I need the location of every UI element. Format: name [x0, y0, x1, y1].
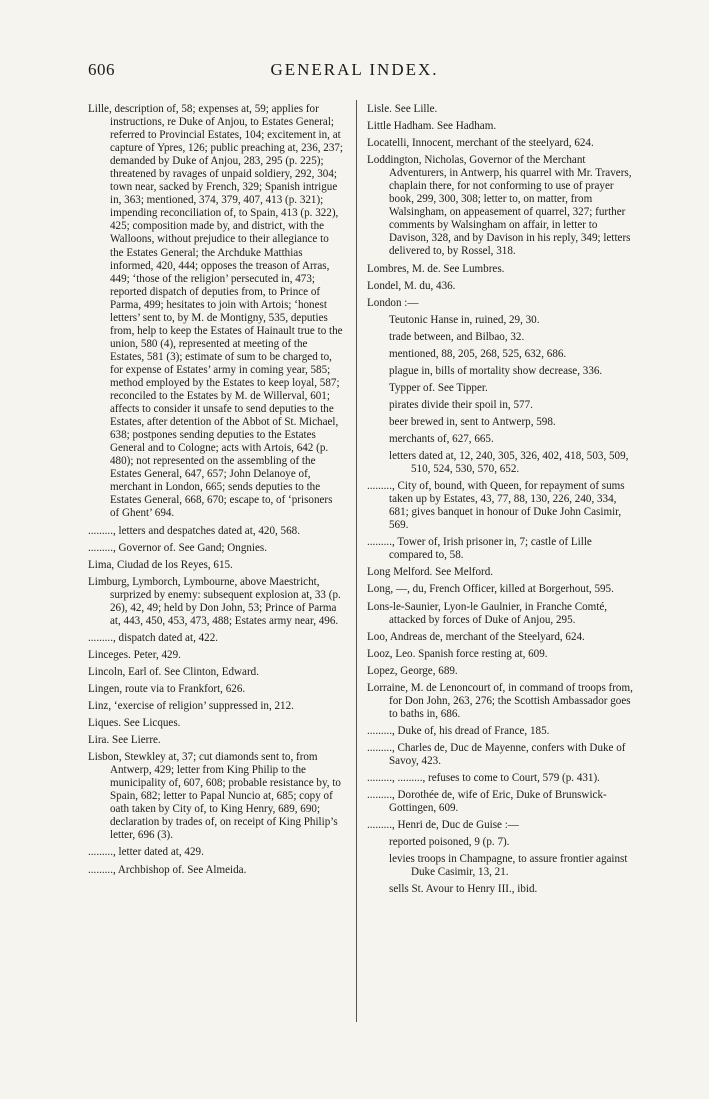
index-entry	[88, 864, 344, 877]
index-entry-head: Lille,	[88, 103, 112, 115]
index-entry	[389, 348, 637, 361]
index-entry-text: See Melford.	[435, 566, 494, 579]
index-entry	[367, 601, 637, 627]
index-entry	[367, 297, 637, 310]
index-entry-text: merchants of, 627, 665.	[389, 432, 494, 445]
index-entry-head: Loo,	[367, 630, 388, 643]
index-entry-text: Lymborch, Lymbourne, above Maestricht, surprized by enemy: subsequent explosion at, 33 (p. 26), 42, 49; held by Don John, 53; Prince of Parma at, 443, 450, 453, 473, 488; Estates army near, 496.	[110, 575, 341, 627]
index-entry	[367, 137, 637, 150]
index-entry	[389, 433, 637, 446]
index-entry	[367, 772, 637, 785]
index-entry-text: Innocent, merchant of the steelyard, 624.	[411, 137, 594, 150]
index-entry-text: letter dated at, 429.	[118, 846, 204, 859]
index-entry-text: See Lierre.	[112, 734, 161, 747]
index-entry-head: .........,	[367, 789, 395, 802]
index-entry	[367, 665, 637, 678]
index-entry-head: Lima,	[88, 558, 115, 571]
index-entry-text: City of, bound, with Queen, for repayment of sums taken up by Estates, 43, 77, 88, 130, 226, 240, 334, 681; gives banquet in honour of Duke John Casimir, 569.	[389, 480, 625, 532]
left-column	[88, 103, 344, 881]
index-entry-text: dispatch dated at, 422.	[118, 631, 219, 644]
index-entry-head: Lorraine,	[367, 681, 408, 694]
index-entry-text: letters dated at, 12, 240, 305, 326, 402, 418, 503, 509, 510, 524, 530, 570, 652.	[389, 450, 629, 476]
index-entry-text: See Licques.	[123, 717, 181, 730]
index-entry-text: letters and despatches dated at, 420, 568.	[118, 524, 300, 537]
index-entry	[88, 700, 344, 713]
index-entry-head: .........,	[367, 741, 395, 754]
index-entry-text: mentioned, 88, 205, 268, 525, 632, 686.	[389, 347, 567, 360]
index-entry	[367, 583, 637, 596]
index-entry	[367, 742, 637, 768]
index-entry-text: ‘exercise of religion’ suppressed in, 212.	[113, 700, 294, 713]
index-entry-text: description of, 58; expenses at, 59; applies for instructions, re Duke of Anjou, to Estates General; referred to Provincial Estates, 104; excitement in, at capture of Ypres, 126; public preaching at, 236, 237; demanded by Duke of Anjou, 283, 295 (p. 225); threatened by ravages of unpaid soldiery, 292, 304; town near, sacked by French, 329; Spanish intrigue in, 363; mentioned, 374, 379, 407, 413 (p. 321); impending reconciliation of, to Spain, 413 (p. 322), 425; composition made by, and district, with the Walloons, without prejudice to their allegiance to the Estates General; the Archduke Matthias informed, 420, 444; opposes the treason of Arras, 449; ‘those of the religion’ persecuted in, 473; reported dispatch of deputies from, to Prince of Parma, 499; hesitates to join with Artois; ‘honest letters’ sent to, by M. de Montigny, 535, deputies from, help to keep the Estates of Hainault true to the union, 580 (4), represented at meeting of the Estates, 581 (3); estimate of sum to be charged to, for expense of Estates’ army in coming year, 585; method employed by the Estates to keep loyal, 587; reconciled to the Estates by M. de Willerval, 601; affects to consider it unsafe to send deputies to the Estates, after detention of the Abbot of St. Michael, 638; postpones sending deputies to the Estates General and to Cologne; acts with Artois, 642 (p. 480); not represented on the assembling of the Estates General, 647, 657; John Delanoye of, merchant in London, 665; sends deputies to the Estates General, 668, 670; escape to, of ‘prisoners of Ghent’ 694.	[110, 103, 344, 520]
index-entry-head: .........,	[367, 819, 395, 832]
index-entry-text: trade between, and Bilbao, 32.	[389, 330, 525, 343]
index-entry-head: Limburg,	[88, 575, 130, 588]
index-entry-head: .........,	[367, 480, 395, 493]
index-entry-text: Ciudad de los Reyes, 615.	[116, 558, 233, 571]
index-entry-text: beer brewed in, sent to Antwerp, 598.	[389, 415, 556, 428]
index-entry-head: Lombres,	[367, 262, 410, 275]
index-entry-head: .........,	[88, 541, 116, 554]
index-entry-text: Lyon-le Gaulnier, in Franche Comté, attacked by forces of Duke of Anjou, 295.	[389, 600, 608, 626]
index-entry-text: Duke of, his dread of France, 185.	[397, 724, 550, 737]
index-entry	[88, 576, 344, 628]
index-entry	[88, 103, 344, 521]
index-entry-text: M. de. See Lumbres.	[412, 262, 505, 275]
index-entry-text: reported poisoned, 9 (p. 7).	[389, 836, 510, 849]
index-entry-text: Henri de, Duc de Guise :—	[397, 819, 519, 832]
index-entry-text: —, du, French Officer, killed at Borgerhout, 595.	[395, 583, 614, 596]
index-entry-text: Stewkley at, 37; cut diamonds sent to, from Antwerp, 429; letter from King Philip to the municipality of, 607, 608; probable resistance by, to Spain, 682; letter to Papal Nuncio at, 685; copy of oath taken by City of, to King Henry, 689, 690; declaration by trades of, on receipt of King Philip’s letter, 696 (3).	[110, 751, 341, 842]
page-number: 606	[88, 60, 115, 79]
index-entry-text: route via to Frankfort, 626.	[124, 682, 246, 695]
index-entry	[367, 280, 637, 293]
index-entry	[88, 846, 344, 859]
index-entry-text: Teutonic Hanse in, ruined, 29, 30.	[389, 313, 540, 326]
index-entry-text: See Hadham.	[436, 120, 497, 133]
index-entry-text: Tower of, Irish prisoner in, 7; castle of Lille compared to, 58.	[389, 536, 592, 562]
index-entry-head: Locatelli,	[367, 137, 410, 150]
index-entry-text: George, 689.	[400, 664, 458, 677]
index-entry-text: refuses to come to Court, 579 (p. 431).	[428, 772, 600, 785]
index-entry-text: Charles de, Duc de Mayenne, confers with Duke of Savoy, 423.	[389, 741, 626, 767]
index-entry-head: Lincoln,	[88, 665, 126, 678]
index-entry-head: .........,	[88, 846, 116, 859]
index-entry-head: Linz,	[88, 700, 112, 713]
index-entry	[389, 416, 637, 429]
index-entry	[367, 789, 637, 815]
index-entry	[389, 836, 637, 849]
index-entry	[88, 666, 344, 679]
index-entry	[367, 648, 637, 661]
index-entry-head: .........,	[367, 536, 395, 549]
column-divider	[356, 100, 357, 1022]
index-entry-text: Typper of. See Tipper.	[389, 381, 488, 394]
index-entry	[389, 314, 637, 327]
index-entry	[389, 883, 637, 896]
index-entry-head: Lira.	[88, 734, 110, 747]
index-entry	[367, 154, 637, 258]
index-entry	[389, 399, 637, 412]
index-entry	[367, 263, 637, 276]
index-entry	[367, 682, 637, 721]
index-entry-head: Lisbon,	[88, 751, 122, 764]
index-entry-head: London :—	[367, 296, 419, 309]
index-entry	[367, 120, 637, 133]
index-entry	[88, 717, 344, 730]
index-entry-text: M. du, 436.	[403, 279, 456, 292]
index-entry-head: Little Hadham.	[367, 120, 435, 133]
index-entry-text: Nicholas, Governor of the Merchant Adventurers, in Antwerp, his quarrel with Mr. Travers, chaplain there, for not conforming to use of prayer book, 299, 300, 308; letter to, on matter, from Walsingham, on appeasement of quarrel, 327; further comments by Walsingham on affair, in letter to Davison, 328, and by Davison in his reply, 349; letters delivered to, by Rossel, 318.	[389, 154, 632, 258]
index-entry-head: Loddington,	[367, 154, 422, 167]
index-entry-head: Lisle.	[367, 103, 392, 115]
index-entry-text: Earl of. See Clinton, Edward.	[128, 665, 259, 678]
index-entry-text: Governor of. See Gand; Ongnies.	[118, 541, 268, 554]
index-entry	[88, 751, 344, 842]
index-entry-head: Lingen,	[88, 682, 123, 695]
index-entry-text: levies troops in Champagne, to assure frontier against Duke Casimir, 13, 21.	[389, 853, 628, 879]
index-entry-text: Leo. Spanish force resting at, 609.	[395, 647, 548, 660]
index-entry	[367, 536, 637, 562]
running-head: GENERAL INDEX.	[270, 60, 439, 79]
index-entry	[367, 103, 637, 116]
index-entry-head: Long,	[367, 583, 394, 596]
index-entry-text: Dorothée de, wife of Eric, Duke of Brunswick-Gottingen, 609.	[389, 789, 607, 815]
index-entry	[88, 559, 344, 572]
index-entry-head: ........., .........,	[367, 772, 426, 785]
index-entry	[88, 734, 344, 747]
index-entry	[367, 631, 637, 644]
index-entry-head: Lons-le-Saunier,	[367, 600, 441, 613]
index-entry-text: Peter, 429.	[133, 648, 181, 661]
index-entry-text: sells St. Avour to Henry III., ibid.	[389, 883, 538, 896]
index-entry	[389, 331, 637, 344]
index-entry-head: Looz,	[367, 647, 393, 660]
index-entry	[88, 525, 344, 538]
index-entry-head: Londel,	[367, 279, 402, 292]
index-entry-head: .........,	[367, 724, 395, 737]
index-entry-text: Archbishop of. See Almeida.	[117, 863, 247, 876]
right-column	[367, 103, 637, 900]
index-entry-text: Andreas de, merchant of the Steelyard, 624.	[389, 630, 585, 643]
index-entry-text: See Lille.	[394, 103, 438, 115]
index-entry	[367, 480, 637, 532]
index-entry-head: Liques.	[88, 717, 121, 730]
index-entry	[367, 725, 637, 738]
index-entry-head: .........,	[88, 863, 116, 876]
index-entry	[88, 683, 344, 696]
index-entry	[389, 450, 637, 476]
index-entry	[389, 382, 637, 395]
index-entry	[367, 819, 637, 832]
index-entry	[88, 632, 344, 645]
index-entry-text: plague in, bills of mortality show decrease, 336.	[389, 364, 603, 377]
index-entry-text: M. de Lenoncourt of, in command of troops from, for Don John, 263, 276; the Scottish Ambassador goes to baths in, 686.	[389, 681, 633, 720]
index-entry-head: .........,	[88, 524, 116, 537]
index-entry	[367, 566, 637, 579]
index-entry-head: Lopez,	[367, 664, 398, 677]
index-entry-head: Long Melford.	[367, 566, 433, 579]
index-entry-text: pirates divide their spoil in, 577.	[389, 398, 533, 411]
index-entry-head: Linceges.	[88, 648, 131, 661]
index-entry-head: .........,	[88, 631, 116, 644]
index-entry	[389, 365, 637, 378]
index-entry	[88, 649, 344, 662]
index-entry	[88, 542, 344, 555]
index-entry	[389, 853, 637, 879]
